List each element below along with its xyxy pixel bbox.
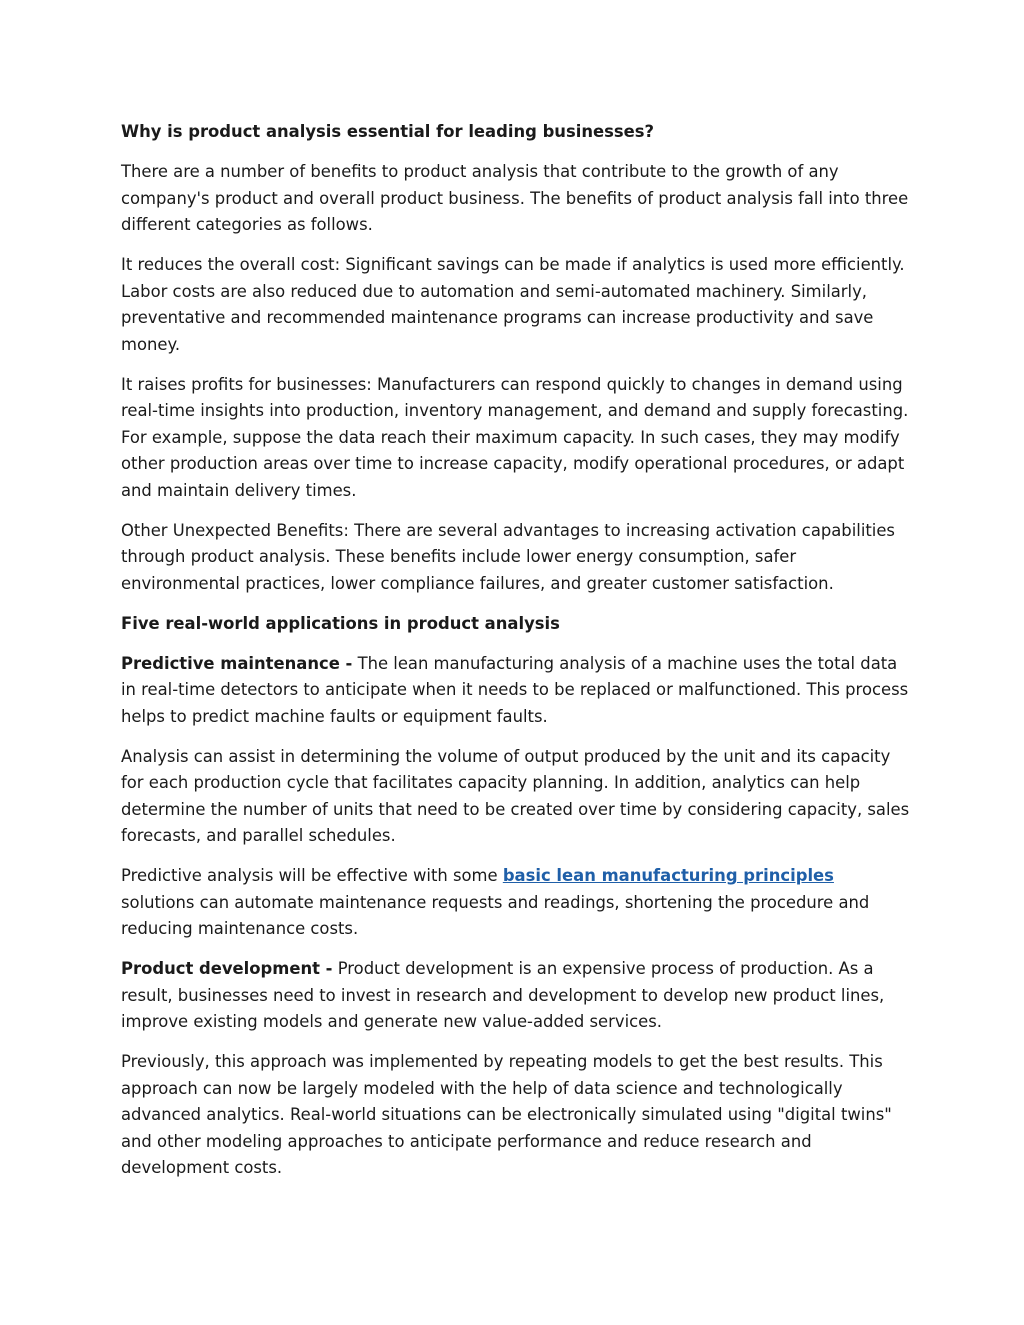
paragraph-raises-profits: It raises profits for businesses: Manufacturers can respond quickly to changes in demand using real-time insights into production, inventory management, and demand and supply forecasting. For example, suppose the data reach their maximum capacity. In such cases, they may modify other production areas over time to increase capacity, modify operational procedures, or adapt and maintain delivery times. <box>121 374 909 500</box>
paragraph-previously: Previously, this approach was implemented by repeating models to get the best results. This approach can now be largely modeled with the help of data science and technologically advanced analytics. Real-world situations can be electronically simulated using "digital twins" and other modeling approaches to anticipate performance and reduce research and development costs. <box>121 1052 892 1177</box>
paragraph-other-benefits: Other Unexpected Benefits: There are several advantages to increasing activation capabilities through product analysis. These benefits include lower energy consumption, safer environmental practices, lower compliance failures, and greater customer satisfaction. <box>121 520 895 593</box>
product-development-lead: Product development - <box>121 959 333 978</box>
paragraph-intro: There are a number of benefits to product analysis that contribute to the growth of any company's product and overall product business. The benefits of product analysis fall into three different categories as follows. <box>121 162 909 234</box>
paragraph-capacity-planning: Analysis can assist in determining the volume of output produced by the unit and its capacity for each production cycle that facilitates capacity planning. In addition, analytics can help determine the number of units that need to be created over time by considering capacity, sales forecasts, and parallel schedules. <box>121 746 910 845</box>
predictive-analysis-text-before: Predictive analysis will be effective with some <box>121 866 503 885</box>
lean-principles-link[interactable]: basic lean manufacturing principles <box>502 866 834 885</box>
paragraph-product-development <box>121 956 911 1036</box>
predictive-analysis-text-after: solutions can automate maintenance requests and readings, shortening the procedure and reducing maintenance costs. <box>121 892 870 938</box>
section-heading-applications: Five real-world applications in product analysis <box>121 613 560 633</box>
paragraph-predictive-analysis <box>121 863 911 943</box>
document-page <box>121 119 911 1195</box>
predictive-maintenance-lead: Predictive maintenance - <box>121 653 353 673</box>
section-heading-why: Why is product analysis essential for leading businesses? <box>121 122 655 141</box>
predictive-maintenance-text: The lean manufacturing analysis of a machine uses the total data in real-time detectors to anticipate when it needs to be replaced or malfunctioned. This process helps to predict machine faults or equipment faults. <box>121 653 909 726</box>
paragraph-reduces-cost: It reduces the overall cost: Significant savings can be made if analytics is used more efficiently. Labor costs are also reduced due to automation and semi-automated machinery. Similarly, preventative and recommended maintenance programs can increase productivity and save money. <box>121 255 905 354</box>
product-development-text: Product development is an expensive process of production. As a result, businesses need to invest in research and development to develop new product lines, improve existing models and generate new value-added services. <box>121 959 885 1031</box>
paragraph-predictive-maintenance <box>121 651 911 731</box>
